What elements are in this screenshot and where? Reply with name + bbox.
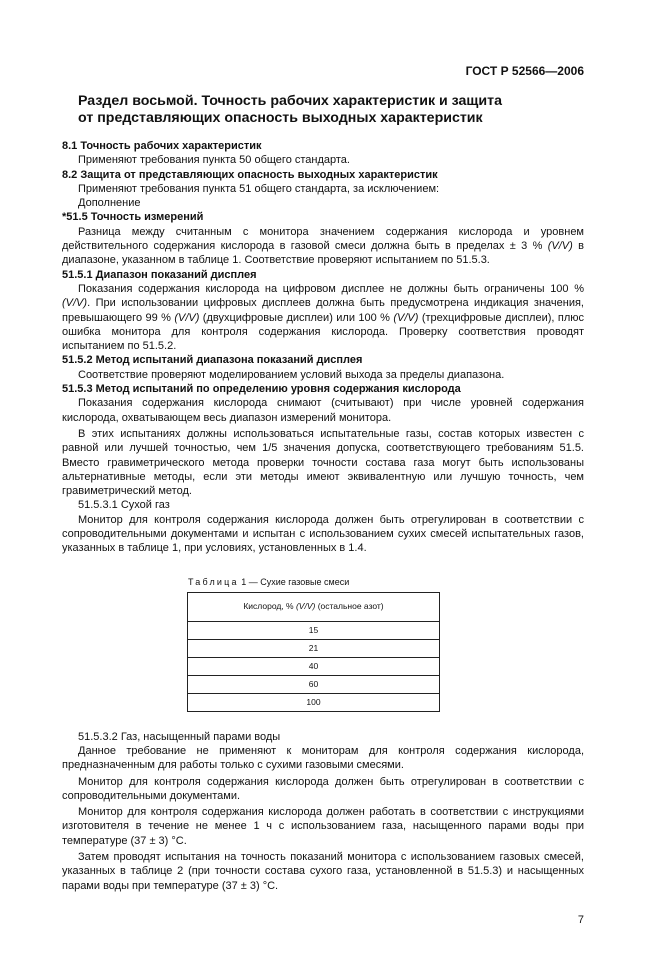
paragraph xyxy=(62,153,584,167)
header-note: (остальное азот) xyxy=(315,601,384,612)
text-run: Данное требование не применяют к мониторам для контроля содержания кислорода, предназначенным для работы только с сухими газовыми смесями. xyxy=(62,744,584,772)
paragraph xyxy=(62,775,584,804)
paragraph xyxy=(62,498,584,512)
text-run: (V/V) xyxy=(393,311,419,324)
header-text: Кислород, % xyxy=(243,601,296,612)
gas-mixtures-table xyxy=(187,592,440,712)
paragraph xyxy=(62,282,584,353)
table-caption-text: 1 — Сухие газовые смеси xyxy=(238,576,350,587)
section-heading xyxy=(62,268,584,282)
paragraph xyxy=(62,513,584,556)
paragraph xyxy=(62,850,584,893)
section-heading xyxy=(62,210,584,224)
paragraph xyxy=(62,182,584,196)
section-heading xyxy=(62,353,584,367)
text-run: (V/V) xyxy=(62,297,88,310)
body-text xyxy=(62,730,584,893)
table-header xyxy=(188,592,440,621)
text-run: 51.5.3.1 Сухой газ xyxy=(78,499,170,512)
text-run: 51.5.2 Метод испытаний диапазона показаний дисплея xyxy=(62,354,363,367)
text-run: 51.5.3 Метод испытаний по определению уровня содержания кислорода xyxy=(62,383,461,396)
text-run: 8.1 Точность рабочих характеристик xyxy=(62,140,262,152)
text-run: Разница между считанным с монитора значением содержания кислорода и уровнем действительного содержания кислорода в газовой смеси должна быть в пределах ± 3 % xyxy=(62,225,584,253)
paragraph xyxy=(62,396,584,425)
text-run: 51.5.3.2 Газ, насыщенный парами воды xyxy=(78,730,281,743)
text-run: (V/V) xyxy=(547,240,573,253)
text-run: Монитор для контроля содержания кислорода должен быть отрегулирован в соответствии с сопроводительными документами и испытан с использованием сухих смесей испытательных газов, указанных в таблице 1, при условиях, установленных в 1.4. xyxy=(62,513,584,555)
text-run: (V/V) xyxy=(174,311,200,324)
section-title-line: от представляющих опасность выходных характеристик xyxy=(78,110,483,126)
text-run: *51.5 Точность измерений xyxy=(62,211,204,224)
table-caption xyxy=(188,576,584,588)
text-run: Применяют требования пункта 51 общего стандарта, за исключением: xyxy=(78,182,440,195)
table-cell: 21 xyxy=(188,639,440,657)
paragraph xyxy=(62,730,584,744)
paragraph xyxy=(62,805,584,848)
text-run: (трехцифровые дисплеи), плюс ошибка монитора для контроля содержания кислорода. Проверку соответствия проводят испытанием по 51.5.2. xyxy=(62,311,584,353)
text-run: Показания содержания кислорода на цифровом дисплее не должны быть ограничены 100 % xyxy=(78,282,584,295)
paragraph xyxy=(62,225,584,268)
text-run: Монитор для контроля содержания кислорода должен быть отрегулирован в соответствии с сопроводительными документами. xyxy=(62,775,584,802)
text-run: (двухцифровые дисплеи) или 100 % xyxy=(199,311,394,324)
table-cell: 60 xyxy=(188,675,440,693)
paragraph xyxy=(62,368,584,382)
table-cell: 15 xyxy=(188,621,440,639)
header-unit: (V/V) xyxy=(295,601,316,612)
paragraph xyxy=(62,196,584,210)
page-number: 7 xyxy=(577,913,584,926)
section-heading xyxy=(62,168,584,182)
document-header: ГОСТ Р 52566—2006 xyxy=(465,64,584,78)
paragraph xyxy=(62,744,584,773)
table-cell: 40 xyxy=(188,657,440,675)
text-run: Монитор для контроля содержания кислорода должен работать в соответствии с инструкциями изготовителя в течение не менее 1 ч с использованием газа, насыщенного парами воды при температуре (37 ± 3) °С. xyxy=(62,806,584,847)
text-run: в диапазоне, указанном в таблице 1. Соответствие проверяют испытанием по 51.5.3. xyxy=(62,240,584,267)
paragraph xyxy=(62,427,584,498)
text-run: Соответствие проверяют моделированием условий выхода за пределы диапазона. xyxy=(78,368,505,381)
text-run: 51.5.1 Диапазон показаний дисплея xyxy=(62,268,257,281)
text-run: Дополнение xyxy=(78,197,141,210)
text-run: В этих испытаниях должны использоваться испытательные газы, состав которых известен с равной или лучшей точностью, чем 1/5 значения допуска, соответствующего требованиям 51.5. Вместо гравиметрического метода проверки точности состава газа могут быть использованы альтернативные методы, если эти методы имеют эквивалентную или лучшую точность, чем гравиметрический метод. xyxy=(62,427,584,498)
document-page xyxy=(62,0,584,967)
body-text xyxy=(62,139,584,556)
section-title-line: Раздел восьмой. Точность рабочих характеристик и защита xyxy=(78,93,502,109)
section-heading xyxy=(62,139,584,153)
table-cell: 100 xyxy=(188,693,440,711)
section-title xyxy=(78,93,584,127)
text-run: . При использовании цифровых дисплеев должна быть предусмотрена индикация значения, превышающего 99 % xyxy=(62,297,584,324)
text-run: Показания содержания кислорода снимают (считывают) при числе уровней содержания кислорода, охватывающем весь диапазон измерений монитора. xyxy=(62,397,584,424)
section-heading xyxy=(62,382,584,396)
text-run: Применяют требования пункта 50 общего стандарта. xyxy=(78,154,350,167)
table-caption-label: Таблица xyxy=(188,576,239,587)
text-run: Затем проводят испытания на точность показаний монитора с использованием газовых смесей, указанных в таблице 2 (при точности состава сухого газа, установленной в 51.5.3) и насыщенных парами воды при температуре (37 ± 3) °С. xyxy=(62,850,584,892)
text-run: 8.2 Защита от представляющих опасность выходных характеристик xyxy=(62,168,438,181)
